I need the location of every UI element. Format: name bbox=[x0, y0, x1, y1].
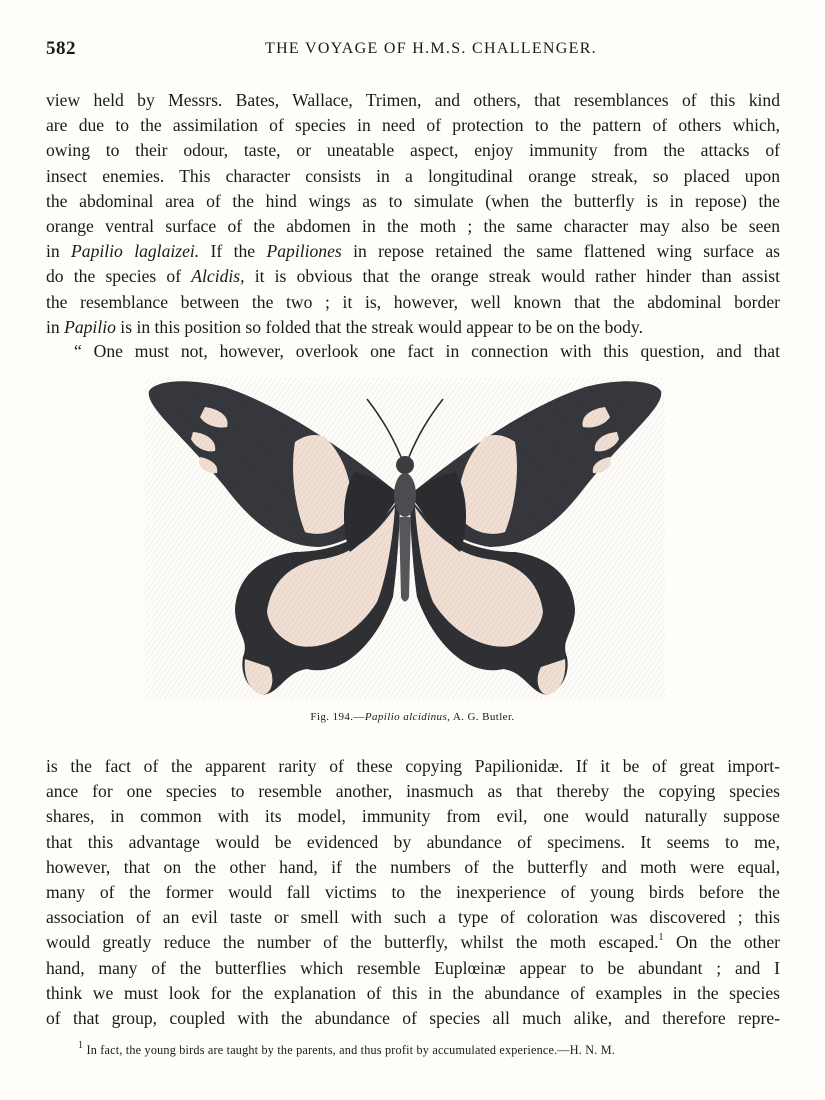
caption-species: Papilio alcidinus, bbox=[364, 711, 451, 723]
page-number: 582 bbox=[46, 38, 76, 59]
italic-genus-name: Papilio bbox=[64, 316, 116, 337]
running-header bbox=[46, 38, 780, 62]
footnote-reference[interactable]: 1 bbox=[658, 932, 664, 944]
italic-genus-name: Alcidis, bbox=[191, 266, 245, 287]
text-line: association of an evil taste or smell with such a type of coloration was discovered ; this bbox=[46, 907, 780, 928]
running-title: THE VOYAGE OF H.M.S. CHALLENGER. bbox=[265, 40, 597, 57]
text-line: of that group, coupled with the abundance of species all much alike, and therefore repre- bbox=[46, 1007, 780, 1028]
text-line: that this advantage would be evidenced by abundance of specimens. It seems to me, bbox=[46, 831, 780, 852]
text-line: would greatly reduce the number of the butterfly, whilst the moth escaped.$^1$ On the other bbox=[46, 932, 780, 953]
text-line: ance for one species to resemble another, inasmuch as that thereby the copying species bbox=[46, 781, 780, 802]
text-line: the resemblance between the two ; it is, however, well known that the abdominal border bbox=[46, 291, 780, 312]
text-line: however, that on the other hand, if the numbers of the butterfly and moth were equal, bbox=[46, 856, 780, 877]
text-line: in Papilio is in this position so folded that the streak would appear to be on the body. bbox=[46, 316, 643, 337]
text-line: in Papilio laglaizei. If the Papiliones in repose retained the same flattened wing surface as bbox=[46, 241, 780, 262]
text-line: owing to their odour, taste, or uneatable aspect, enjoy immunity from the attacks of bbox=[46, 140, 780, 161]
text-line: the abdominal area of the hind wings as to simulate (when the butterfly is in repose) the bbox=[46, 190, 780, 211]
paragraph-2-start bbox=[46, 339, 780, 364]
text-line: many of the former would fall victims to the inexperience of young birds before the bbox=[46, 881, 780, 902]
text-line: think we must look for the explanation of this in the abundance of examples in the species bbox=[46, 982, 780, 1003]
footnote-text: In fact, the young birds are taught by the parents, and thus profit by accumulated experience.—H. N. M. bbox=[83, 1043, 616, 1057]
butterfly-illustration bbox=[145, 377, 665, 699]
figure-caption: Fig. 194.—Papilio alcidinus, A. G. Butler. bbox=[310, 711, 515, 723]
text-line: orange ventral surface of the abdomen in the moth ; the same character may also be seen bbox=[46, 215, 780, 236]
paragraph-1 bbox=[46, 88, 780, 340]
text-line: hand, many of the butterflies which resemble Euplœinæ appear to be abundant ; and I bbox=[46, 957, 780, 978]
italic-species-name: Papilio laglaizei. bbox=[71, 241, 200, 262]
text-line: are due to the assimilation of species in need of protection to the pattern of others which, bbox=[46, 115, 780, 136]
paragraph-3 bbox=[46, 754, 780, 1031]
text-line: “ One must not, however, overlook one fact in connection with this question, and that bbox=[74, 341, 780, 361]
italic-genus-name: Papiliones bbox=[266, 241, 342, 262]
text-line: do the species of Alcidis, it is obvious that the orange streak would rather hinder than assist bbox=[46, 266, 780, 287]
text-line: insect enemies. This character consists in a longitudinal orange streak, so placed upon bbox=[46, 165, 780, 186]
footnote-marker: 1 bbox=[78, 1039, 84, 1051]
footnote bbox=[78, 1039, 780, 1058]
text-line: view held by Messrs. Bates, Wallace, Trimen, and others, that resemblances of this kind bbox=[46, 90, 780, 110]
text-line: shares, in common with its model, immunity from evil, one would naturally suppose bbox=[46, 806, 780, 827]
text-line: is the fact of the apparent rarity of these copying Papilionidæ. If it be of great import- bbox=[46, 756, 780, 776]
